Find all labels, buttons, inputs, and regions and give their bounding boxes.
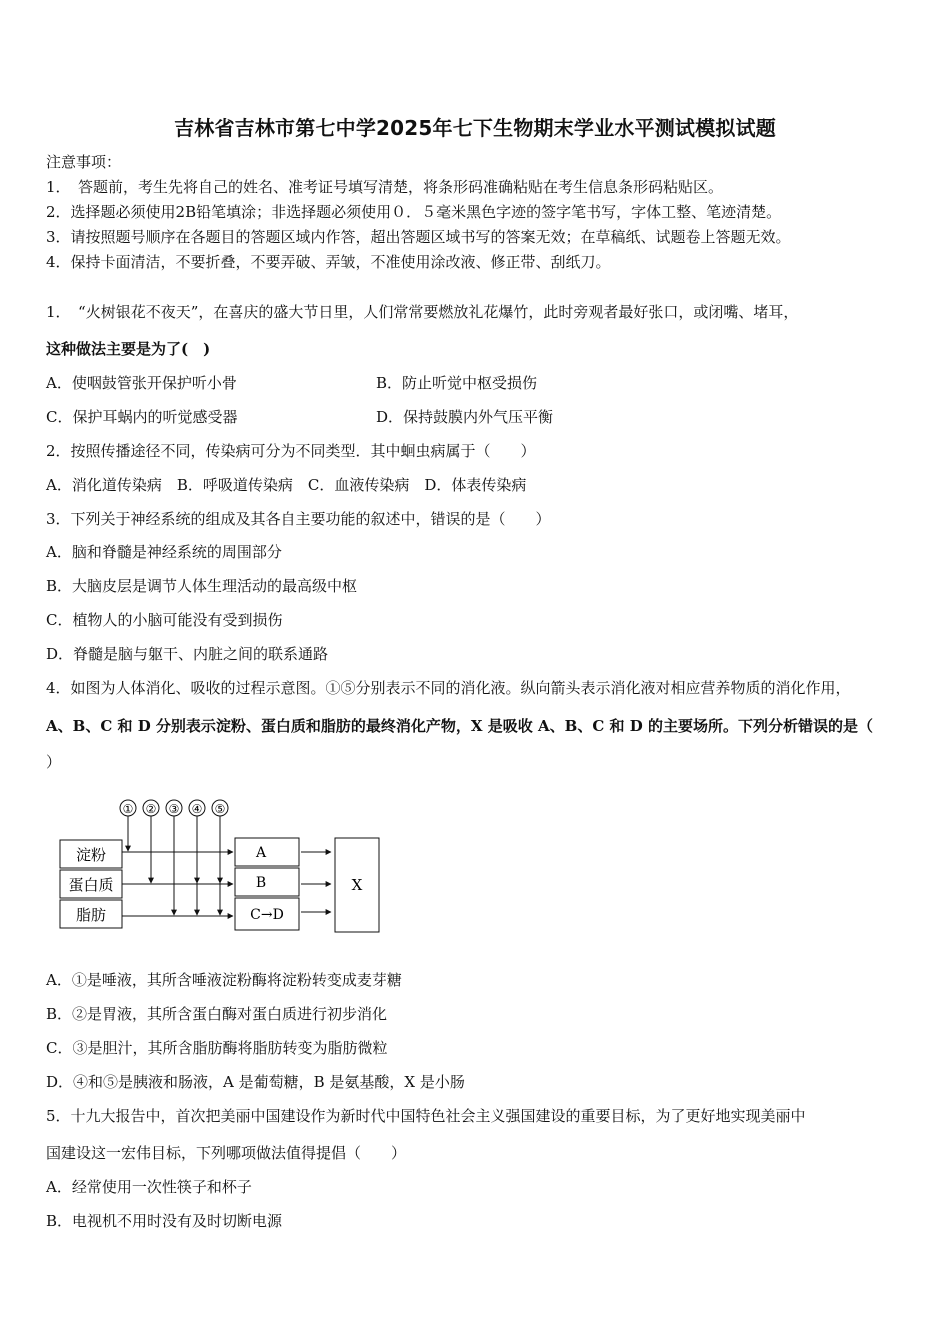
svg-text:蛋白质: 蛋白质 [68,876,114,894]
digestion-diagram [56,796,386,938]
q1-option-b: B．防止听觉中枢受损伤 [376,374,538,392]
svg-text:①: ① [122,802,134,816]
svg-text:脂肪: 脂肪 [75,906,107,924]
svg-text:C→D: C→D [250,907,284,923]
q3-stem: 3．下列关于神经系统的组成及其各自主要功能的叙述中，错误的是（ ） [46,510,551,528]
notice-item-3: 3．请按照题号顺序在各题目的答题区域内作答，超出答题区域书写的答案无效；在草稿纸、试题卷上答题无效。 [46,228,791,246]
q1-option-d: D．保持鼓膜内外气压平衡 [376,408,554,426]
q1-stem-line2: 这种做法主要是为了( ) [46,340,211,358]
juice-4 [189,800,205,816]
q4-stem-line2: A、B、C 和 D 分别表示淀粉、蛋白质和脂肪的最终消化产物，X 是吸收 A、B、C 和 D 的主要场所。下列分析错误的是（ [46,717,873,735]
q1-option-c: C．保护耳蜗内的听觉感受器 [46,408,238,426]
q1-stem-line1: 1． “火树银花不夜天”，在喜庆的盛大节日里，人们常常要燃放礼花爆竹，此时旁观者最好张口，或闭嘴、堵耳， [46,303,799,321]
nutrient-fat [60,900,122,928]
product-b [235,868,299,896]
juice-1 [120,800,136,816]
q4-option-c: C．③是胆汁，其所含脂肪酶将脂肪转变为脂肪微粒 [46,1039,388,1057]
svg-text:②: ② [145,802,157,816]
q1-option-a: A．使咽鼓管张开保护听小骨 [46,374,237,392]
q5-option-b: B．电视机不用时没有及时切断电源 [46,1212,283,1230]
q2-options: A．消化道传染病 B．呼吸道传染病 C．血液传染病 D．体表传染病 [46,476,527,494]
svg-text:淀粉: 淀粉 [75,846,107,864]
svg-text:③: ③ [168,802,180,816]
page-title: 吉林省吉林市第七中学2025年七下生物期末学业水平测试模拟试题 [174,116,776,140]
q5-stem-line1: 5．十九大报告中，首次把美丽中国建设作为新时代中国特色社会主义强国建设的重要目标，为了更好地实现美丽中 [46,1107,806,1125]
nutrient-protein [60,870,122,898]
notice-item-1: 1． 答题前，考生先将自己的姓名、准考证号填写清楚，将条形码准确粘贴在考生信息条形码粘贴区。 [46,178,724,196]
q3-option-d: D．脊髓是脑与躯干、内脏之间的联系通路 [46,645,329,663]
svg-text:④: ④ [191,802,203,816]
q3-option-b: B．大脑皮层是调节人体生理活动的最高级中枢 [46,577,358,595]
q4-option-b: B．②是胃液，其所含蛋白酶对蛋白质进行初步消化 [46,1005,388,1023]
q4-option-a: A．①是唾液，其所含唾液淀粉酶将淀粉转变成麦芽糖 [46,971,402,989]
juice-5 [212,800,228,816]
notice-item-4: 4．保持卡面清洁，不要折叠，不要弄破、弄皱，不准使用涂改液、修正带、刮纸刀。 [46,253,611,271]
q4-stem-line3: ） [46,753,62,771]
q5-stem-line2: 国建设这一宏伟目标，下列哪项做法值得提倡（ ） [46,1144,407,1162]
q4-stem-line1: 4．如图为人体消化、吸收的过程示意图。①⑤分别表示不同的消化液。纵向箭头表示消化液对相应营养物质的消化作用， [46,679,851,697]
q3-option-c: C．植物人的小脑可能没有受到损伤 [46,611,283,629]
nutrient-starch [60,840,122,868]
q5-option-a: A．经常使用一次性筷子和杯子 [46,1178,252,1196]
absorption-site-x [335,838,379,932]
svg-text:A: A [255,845,267,861]
product-a [235,838,299,866]
q4-option-d: D．④和⑤是胰液和肠液，A 是葡萄糖，B 是氨基酸，X 是小肠 [46,1073,465,1091]
q2-stem: 2．按照传播途径不同，传染病可分为不同类型．其中蛔虫病属于（ ） [46,442,536,460]
svg-text:X: X [351,876,363,894]
svg-text:⑤: ⑤ [214,802,226,816]
notice-heading: 注意事项： [46,153,122,171]
notice-item-2: 2．选择题必须使用2B铅笔填涂；非选择题必须使用０．５毫米黑色字迹的签字笔书写，字体工整、笔迹清楚。 [46,203,782,221]
q3-option-a: A．脑和脊髓是神经系统的周围部分 [46,543,282,561]
product-c-d [235,898,299,930]
juice-3 [166,800,182,816]
svg-text:B: B [255,875,267,891]
juice-2 [143,800,159,816]
